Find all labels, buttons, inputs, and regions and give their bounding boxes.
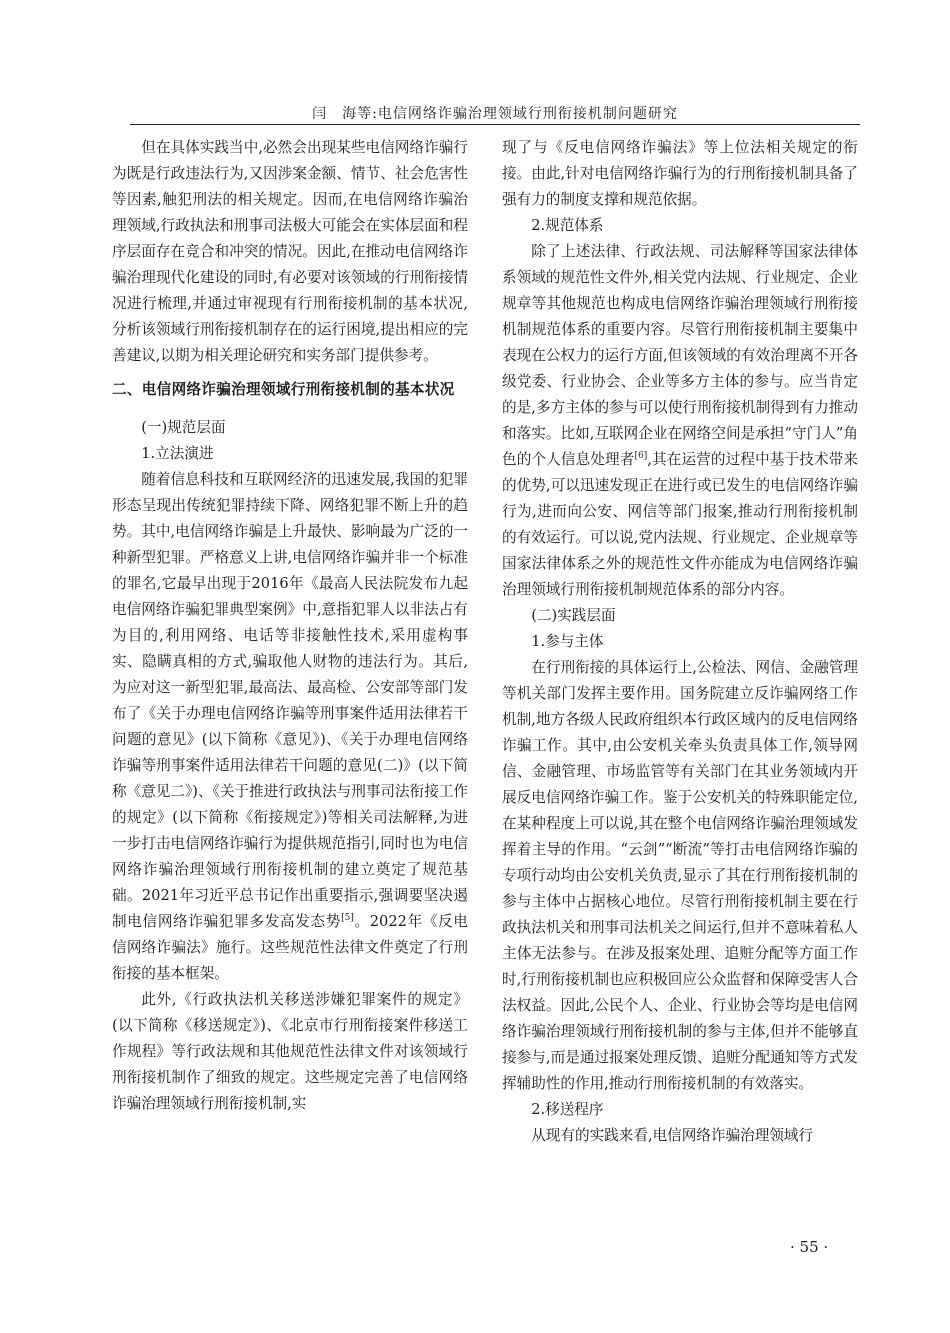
- paragraph: 但在具体实践当中,必然会出现某些电信网络诈骗行为既是行政违法行为,又因涉案金额、情节、社会危害性等因素,触犯刑法的相关规定。因而,在电信网络诈骗治理领域,行政执法和刑事司法极大可能会在实体层面和程序层面存在竞合和冲突的情况。因此,在推动电信网络诈骗治理现代化建设的同时,有必要对该领域的行刑衔接情况进行梳理,并通过审视现有行刑衔接机制的基本状况,分析该领域行刑衔接机制存在的运行困境,提出相应的完善建议,以期为相关理论研究和实务部门提供参考。: [112, 139, 468, 364]
- paragraph-text: 。2022年《反电信网络诈骗法》施行。这些规范性法律文件奠定了行刑衔接的基本框架。: [112, 913, 468, 982]
- subsection-heading: (二)实践层面: [531, 607, 616, 624]
- paragraph: [112, 467, 468, 987]
- section-heading: 二、电信网络诈骗治理领域行刑衔接机制的基本状况: [112, 381, 455, 398]
- item-heading: 1.参与主体: [531, 633, 604, 650]
- citation-ref: [6]: [634, 451, 648, 462]
- left-column: [112, 135, 468, 1117]
- header-rule: [130, 124, 860, 125]
- paragraph: [502, 239, 858, 603]
- item-heading: 2.规范体系: [531, 217, 604, 234]
- citation-ref: [5]: [341, 913, 354, 924]
- page-number: · 55 ·: [790, 1238, 829, 1256]
- paragraph: 现了与《反电信网络诈骗法》等上位法相关规定的衔接。由此,针对电信网络诈骗行为的行刑衔接机制具备了强有力的制度支撑和规范依据。: [502, 139, 858, 208]
- item-heading: 1.立法演进: [141, 445, 214, 462]
- right-column: [502, 135, 858, 1149]
- subsection-heading: (一)规范层面: [141, 419, 226, 436]
- paragraph: 从现有的实践来看,电信网络诈骗治理领域行: [531, 1127, 814, 1144]
- paragraph-text: ,其在运营的过程中基于技术带来的优势,可以迅速发现正在进行或已发生的电信网络诈骗行为,进而向公安、网信等部门报案,推动行刑衔接机制的有效运行。可以说,党内法规、行业规定、企业规章等国家法律体系之外的规范性文件亦能成为电信网络诈骗治理领域行刑衔接机制规范体系的部分内容。: [502, 451, 858, 598]
- paragraph-text: 除了上述法律、行政法规、司法解释等国家法律体系领域的规范性文件外,相关党内法规、行业规定、企业规章等其他规范也构成电信网络诈骗治理领域行刑衔接机制规范体系的重要内容。尽管行刑衔接机制主要集中表现在公权力的运行方面,但该领域的有效治理离不开各级党委、行业协会、企业等多方主体的参与。应当肯定的是,多方主体的参与可以使行刑衔接机制得到有力推动和落实。比如,互联网企业在网络空间是承担“守门人”角色的个人信息处理者: [502, 243, 858, 468]
- paragraph: 在行刑衔接的具体运行上,公检法、网信、金融管理等机关部门发挥主要作用。国务院建立反诈骗网络工作机制,地方各级人民政府组织本行政区域内的反电信网络诈骗工作。其中,由公安机关牵头负责具体工作,领导网信、金融管理、市场监管等有关部门在其业务领域内开展反电信网络诈骗工作。鉴于公安机关的特殊职能定位,在某种程度上可以说,其在整个电信网络诈骗治理领域发挥着主导的作用。“云剑”“断流”等打击电信网络诈骗的专项行动均由公安机关负责,显示了其在行刑衔接机制的参与主体中占据核心地位。尽管行刑衔接机制主要在行政执法机关和刑事司法机关之间运行,但并不意味着私人主体无法参与。在涉及报案处理、追赃分配等方面工作时,行刑衔接机制也应积极回应公众监督和保障受害人合法权益。因此,公民个人、企业、行业协会等均是电信网络诈骗治理领域行刑衔接机制的参与主体,但并不能够直接参与,而是通过报案处理反馈、追赃分配通知等方式发挥辅助性的作用,推动行刑衔接机制的有效落实。: [502, 659, 858, 1092]
- paragraph-text: 随着信息科技和互联网经济的迅速发展,我国的犯罪形态呈现出传统犯罪持续下降、网络犯罪不断上升的趋势。其中,电信网络诈骗是上升最快、影响最为广泛的一种新型犯罪。严格意义上讲,电信网络诈骗并非一个标准的罪名,它最早出现于2016年《最高人民法院发布九起电信网络诈骗犯罪典型案例》中,意指犯罪人以非法占有为目的,利用网络、电话等非接触性技术,采用虚构事实、隐瞒真相的方式,骗取他人财物的违法行为。其后,为应对这一新型犯罪,最高法、最高检、公安部等部门发布了《关于办理电信网络诈骗等刑事案件适用法律若干问题的意见》(以下简称《意见》)、《关于办理电信网络诈骗等刑事案件适用法律若干问题的意见(二)》(以下简称《意见二》)、《关于推进行政执法与刑事司法衔接工作的规定》(以下简称《衔接规定》)等相关司法解释,为进一步打击电信网络诈骗行为提供规范指引,同时也为电信网络诈骗治理领域行刑衔接机制的建立奠定了规范基础。2021年习近平总书记作出重要指示,强调要坚决遏制电信网络诈骗犯罪多发高发态势: [112, 471, 468, 930]
- running-title: 闫 海等:电信网络诈骗治理领域行刑衔接机制问题研究: [312, 106, 678, 122]
- item-heading: 2.移送程序: [531, 1101, 604, 1118]
- paragraph: 此外,《行政执法机关移送涉嫌犯罪案件的规定》(以下简称《移送规定》)、《北京市行刑衔接案件移送工作规程》等行政法规和其他规范性法律文件对该领域行刑衔接机制作了细致的规定。这些规定完善了电信网络诈骗治理领域行刑衔接机制,实: [112, 991, 468, 1112]
